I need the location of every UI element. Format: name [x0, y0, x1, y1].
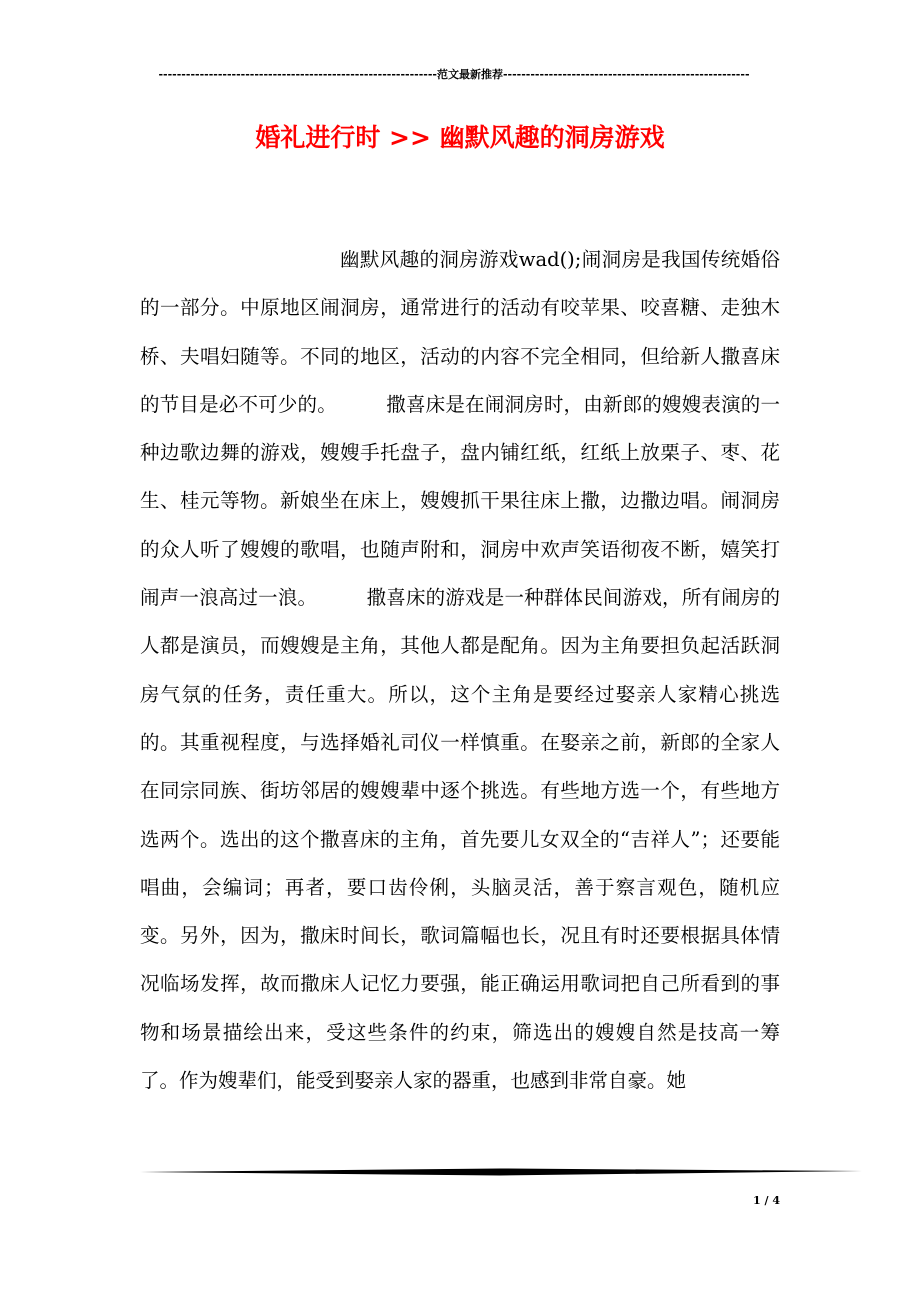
page-number: 1 / 4: [753, 1194, 780, 1207]
page-title: 婚礼进行时 >> 幽默风趣的洞房游戏: [255, 123, 665, 152]
header-banner: -------------------------------------------------------------范文最新推荐------------------------------------------------------: [158, 68, 750, 81]
footer-divider: [140, 1168, 862, 1176]
article-paragraph: 幽默风趣的洞房游戏wad();闹洞房是我国传统婚俗的一部分。中原地区闹洞房，通常进行的活动有咬苹果、咬喜糖、走独木桥、夫唱妇随等。不同的地区，活动的内容不完全相同，但给新人撒喜床的节目是必不可少的。 撒喜床是在闹洞房时，由新郎的嫂嫂表演的一种边歌边舞的游戏，嫂嫂手托盘子，盘内铺红纸，红纸上放栗子、枣、花生、桂元等物。新娘坐在床上，嫂嫂抓干果往床上撒，边撒边唱。闹洞房的众人听了嫂嫂的歌唱，也随声附和，洞房中欢声笑语彻夜不断，嬉笑打闹声一浪高过一浪。 撒喜床的游戏是一种群体民间游戏，所有闹房的人都是演员，而嫂嫂是主角，其他人都是配角。因为主角要担负起活跃洞房气氛的任务，责任重大。所以，这个主角是要经过娶亲人家精心挑选的。其重视程度，与选择婚礼司仪一样慎重。在娶亲之前，新郎的全家人在同宗同族、街坊邻居的嫂嫂辈中逐个挑选。有些地方选一个，有些地方选两个。选出的这个撒喜床的主角，首先要儿女双全的“吉祥人”；还要能唱曲，会编词；再者，要口齿伶俐，头脑灵活，善于察言观色，随机应变。另外，因为，撒床时间长，歌词篇幅也长，况且有时还要根据具体情况临场发挥，故而撒床人记忆力要强，能正确运用歌词把自己所看到的事物和场景描绘出来，受这些条件的约束，筛选出的嫂嫂自然是技高一筹了。作为嫂辈们，能受到娶亲人家的器重，也感到非常自豪。她: [140, 248, 780, 1093]
article-body: [140, 236, 780, 1105]
